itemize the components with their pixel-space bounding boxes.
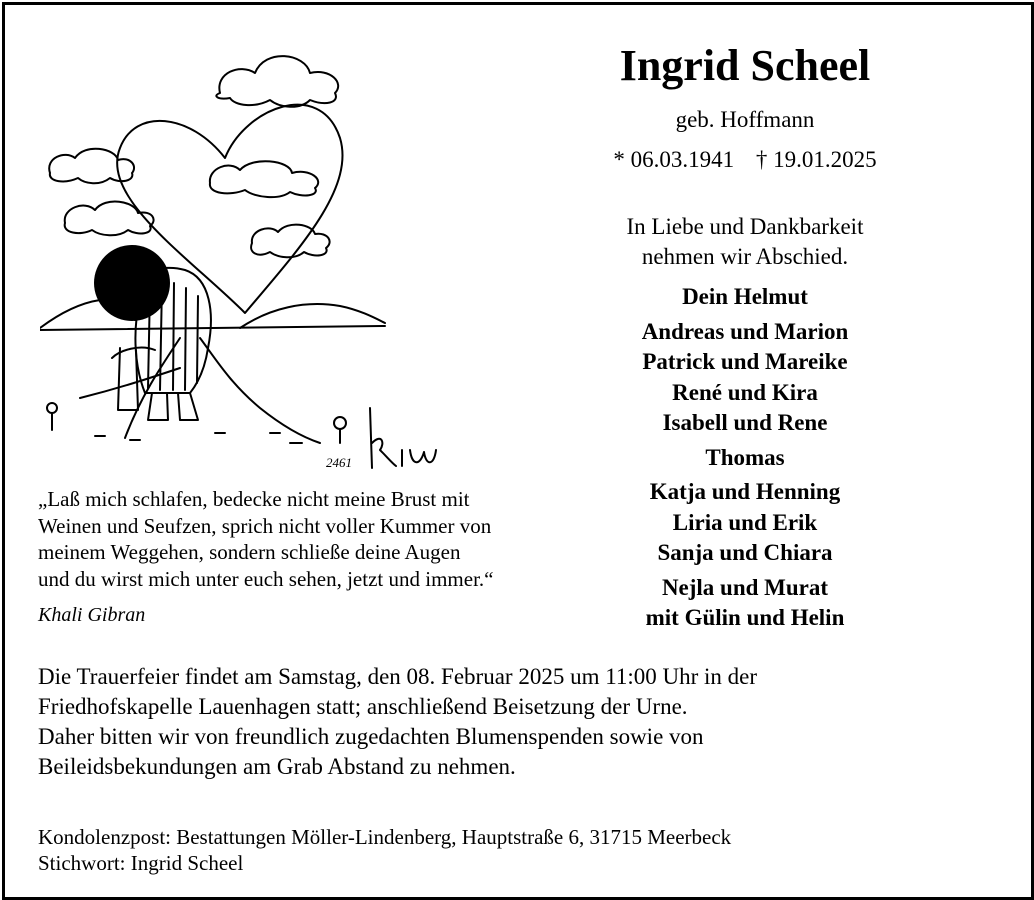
signature [370,408,436,468]
couple-illustration [40,38,440,478]
cloud-icon [210,161,318,197]
quote-author: Khali Gibran [38,604,146,626]
mourner: Patrick und Mareike [642,349,848,374]
intro-line: In Liebe und Dankbarkeit [626,214,864,239]
mourner: Thomas [705,444,785,470]
cloud-icon [216,56,338,107]
service-line: Friedhofskapelle Lauenhagen statt; anschließend Beisetzung der Urne. [38,694,688,719]
intro-text [560,212,930,272]
quote-line: Weinen und Seufzen, sprich nicht voller Kummer von [38,513,492,538]
birth-date: * 06.03.1941 [613,147,735,172]
boy-head [94,245,170,321]
quote-line: meinem Weggehen, sondern schließe deine Augen [38,540,461,564]
mourner: Nejla und Murat [661,574,829,600]
intro-line: nehmen wir Abschied. [641,244,849,269]
mourner: Sanja und Chiara [657,540,833,565]
birth-name: geb. Hoffmann [675,107,815,132]
service-line: Daher bitten wir von freundlich zugedachten Blumenspenden sowie von [38,724,704,749]
life-dates [560,146,930,174]
cloud-icon [251,225,330,258]
service-info [38,662,998,782]
mourner: Dein Helmut [682,284,808,309]
mourners-list [560,282,930,634]
illustration-number: 2461 [326,455,352,470]
mourner: mit Gülin und Helin [645,605,845,630]
condolence-info [38,824,998,876]
cloud-icon [49,149,134,184]
death-date: † 19.01.2025 [755,147,877,172]
mourner: René und Kira [672,379,818,405]
mourner: Andreas und Marion [641,318,849,344]
service-line: Beileidsbekundungen am Grab Abstand zu nehmen. [38,754,516,779]
flower-icon [47,403,57,413]
deceased-name: Ingrid Scheel [619,41,871,90]
mourner: Katja und Henning [649,479,841,504]
cloud-icon [65,202,154,236]
quote-line: „Laß mich schlafen, bedecke nicht meine Brust mit [38,487,470,511]
flower-icon [334,417,346,429]
condolence-address: Kondolenzpost: Bestattungen Möller-Lindenberg, Hauptstraße 6, 31715 Meerbeck [38,825,732,849]
quote [38,486,578,592]
quote-line: und du wirst mich unter euch sehen, jetzt und immer.“ [38,566,494,591]
mourner: Isabell und Rene [662,410,828,435]
condolence-keyword: Stichwort: Ingrid Scheel [38,851,244,875]
service-line: Die Trauerfeier findet am Samstag, den 08. Februar 2025 um 11:00 Uhr in der [38,664,758,689]
mourner: Liria und Erik [672,509,818,535]
